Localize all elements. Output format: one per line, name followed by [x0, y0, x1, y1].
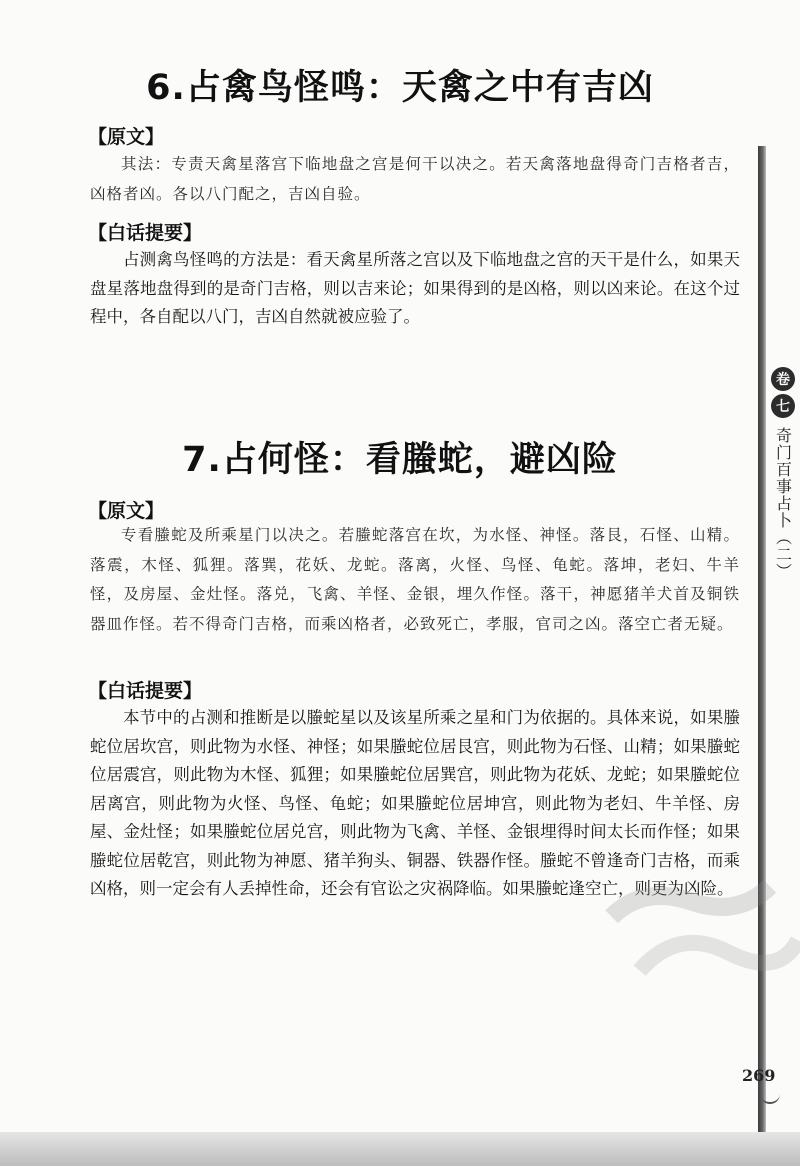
chapter-label: 奇门百事占卜（二） — [773, 427, 793, 580]
section-7-original-text: 专看螣蛇及所乘星门以决之。若螣蛇落宫在坎，为水怪、神怪。落艮，石怪、山精。落震，木怪、狐狸。落巽，花妖、龙蛇。落离，火怪、鸟怪、龟蛇。落坤，老妇、牛羊怪，及房屋、金灶怪。落兑，飞禽、羊怪、金银，埋久作怪。落干，神愿猪羊犬首及铜铁器皿作怪。若不得奇门吉格，而乘凶格者，必致死亡，孝服，官司之凶。落空亡者无疑。 — [90, 526, 740, 633]
page-number: 269 — [742, 1066, 776, 1085]
section-6-original-text: 其法：专责天禽星落宫下临地盘之宫是何干以决之。若天禽落地盘得奇门吉格者吉，凶格者凶。各以八门配之，吉凶自验。 — [90, 155, 740, 203]
volume-char-2: 七 — [771, 394, 795, 418]
section-6-vernacular-heading: 【白话提要】 — [88, 222, 203, 244]
section-7-vernacular-text: 本节中的占测和推断是以螣蛇星以及该星所乘之星和门为依据的。具体来说，如果螣蛇位居坎宫，则此物为水怪、神怪；如果螣蛇位居艮宫，则此物为石怪、山精；如果螣蛇位居震宫，则此物为木怪、狐狸；如果螣蛇位居巽宫，则此物为花妖、龙蛇；如果螣蛇位居离宫，则此物为火怪、鸟怪、龟蛇；如果螣蛇位居坤宫，则此物为老妇、牛羊怪、房屋、金灶怪；如果螣蛇位居兑宫，则此物为飞禽、羊怪、金银埋得时间太长而作怪；如果螣蛇位居乾宫，则此物为神愿、猪羊狗头、铜器、铁器作怪。螣蛇不曾逢奇门吉格，而乘凶格，则一定会有人丢掉性命，还会有官讼之灾祸降临。如果螣蛇逢空亡，则更为凶险。 — [90, 708, 740, 898]
section-6-title: 6.占禽鸟怪鸣：天禽之中有吉凶 — [146, 68, 654, 108]
section-6-vernacular-text: 占测禽鸟怪鸣的方法是：看天禽星所落之宫以及下临地盘之宫的天干是什么，如果天盘星落地盘得到的是奇门吉格，则以吉来论；如果得到的是凶格，则以凶来论。在这个过程中，各自配以八门，吉凶自然就被应验了。 — [90, 250, 740, 326]
section-7-original-heading: 【原文】 — [88, 500, 165, 522]
section-6-original-heading: 【原文】 — [88, 126, 165, 148]
scan-bottom-band — [0, 1132, 800, 1166]
section-7-title: 7.占何怪：看螣蛇，避凶险 — [182, 440, 618, 480]
page-edge-shadow — [758, 146, 766, 1166]
volume-char-1: 卷 — [771, 367, 795, 391]
section-7-vernacular-heading: 【白话提要】 — [88, 680, 203, 702]
chapter-side-tab — [766, 367, 800, 580]
page-number-flourish — [760, 1086, 780, 1104]
